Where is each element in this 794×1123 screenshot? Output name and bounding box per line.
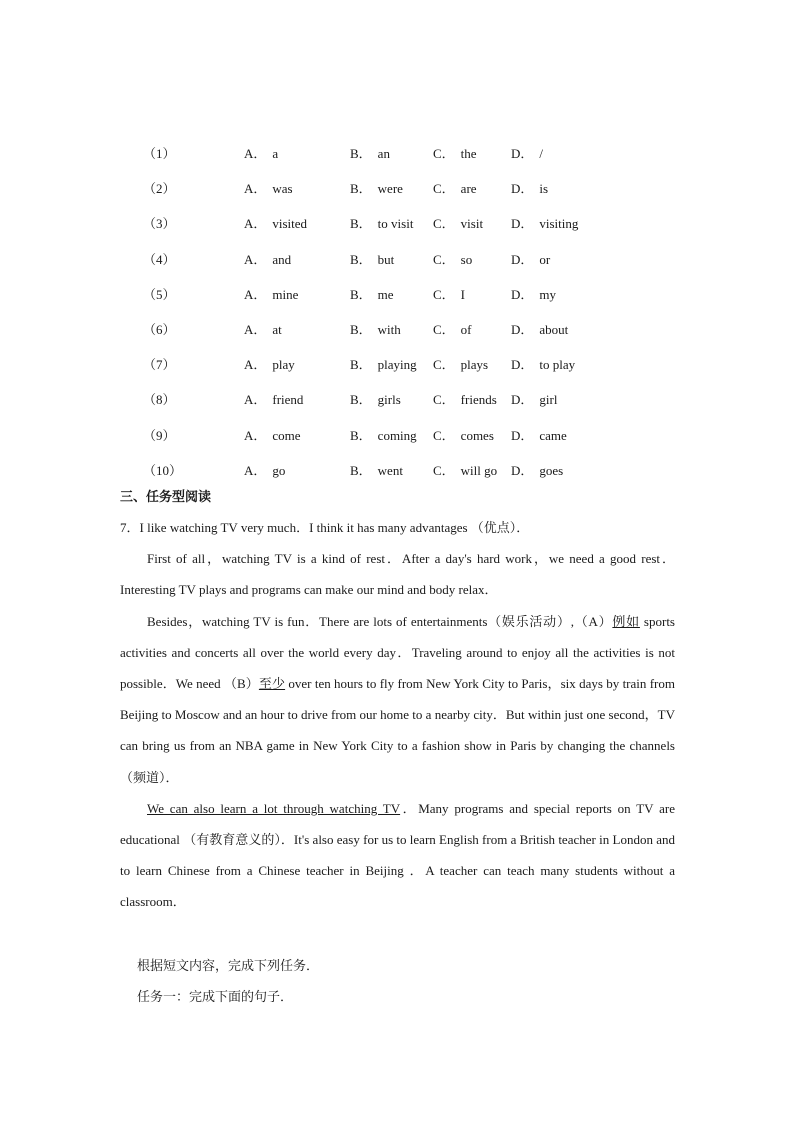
option-label: D．	[511, 392, 534, 408]
question-row	[143, 452, 591, 487]
option-text: visit	[460, 216, 484, 232]
option-label: D．	[511, 181, 534, 197]
option-label: C．	[433, 251, 455, 267]
option-label: A．	[244, 181, 267, 197]
option-text: come	[272, 427, 301, 443]
option-label: D．	[511, 251, 534, 267]
option-text: play	[272, 357, 295, 373]
question-row	[143, 417, 591, 452]
question-number: （7）	[143, 357, 176, 373]
option-label: D．	[511, 357, 534, 373]
option-text: comes	[460, 427, 494, 443]
option-label: B．	[350, 286, 372, 302]
option-b	[350, 170, 433, 205]
option-label: B．	[350, 146, 372, 162]
section-title: 三、任务型阅读	[120, 490, 212, 505]
option-label: B．	[350, 251, 372, 267]
option-c	[433, 346, 511, 381]
blank-b-underlined: 至少	[258, 676, 286, 692]
option-d	[511, 241, 591, 276]
option-d	[511, 381, 591, 416]
option-text: visiting	[539, 216, 579, 232]
option-label: D．	[511, 216, 534, 232]
option-text: friends	[460, 392, 497, 408]
option-label: D．	[511, 462, 534, 478]
option-label: D．	[511, 146, 534, 162]
option-text: visited	[272, 216, 308, 232]
option-text: me	[377, 286, 394, 302]
option-b	[350, 311, 433, 346]
option-text: to visit	[377, 216, 414, 232]
option-label: B．	[350, 427, 372, 443]
option-c	[433, 205, 511, 240]
option-b	[350, 205, 433, 240]
question-row	[143, 276, 591, 311]
option-c	[433, 170, 511, 205]
option-label: B．	[350, 392, 372, 408]
option-d	[511, 135, 591, 170]
option-d	[511, 417, 591, 452]
option-label: D．	[511, 427, 534, 443]
option-a	[244, 452, 350, 487]
option-c	[433, 452, 511, 487]
option-text: was	[272, 181, 293, 197]
option-label: A．	[244, 251, 267, 267]
question-row	[143, 241, 591, 276]
p2-text-1: Besides，watching TV is fun．There are lots of entertainments（娱乐活动）,（A）	[147, 613, 613, 629]
option-text: coming	[377, 427, 417, 443]
option-label: C．	[433, 146, 455, 162]
instruction-line-1: 根据短文内容，完成下列任务．	[137, 959, 320, 974]
question-row	[143, 170, 591, 205]
option-text: friend	[272, 392, 304, 408]
option-b	[350, 452, 433, 487]
option-b	[350, 241, 433, 276]
question-number: （5）	[143, 286, 176, 302]
option-text: /	[539, 146, 544, 162]
option-text: or	[539, 251, 551, 267]
option-d	[511, 205, 591, 240]
p2-text-2: sports activities and concerts all over the world every day．Traveling around to enjoy all the activities is not possible．We need （B）	[120, 613, 675, 692]
option-label: D．	[511, 322, 534, 338]
option-label: B．	[350, 357, 372, 373]
option-d	[511, 170, 591, 205]
option-text: I	[460, 286, 466, 302]
passage-paragraph-3	[120, 793, 675, 918]
p3-text: ．Many programs and special reports on TV are educational （有教育意义的）．It's also easy for us to learn English from a British teacher in London and to learn Chinese from a Chinese teacher in Beijing ．A teacher can teach many students without a classroom．	[120, 800, 675, 910]
option-a	[244, 241, 350, 276]
question-row	[143, 381, 591, 416]
question-number: （3）	[143, 216, 176, 232]
option-a	[244, 381, 350, 416]
option-label: C．	[433, 216, 455, 232]
option-text: were	[377, 181, 403, 197]
option-label: C．	[433, 181, 455, 197]
option-a	[244, 417, 350, 452]
option-c	[433, 241, 511, 276]
option-label: A．	[244, 427, 267, 443]
question-number: （4）	[143, 251, 176, 267]
question-number: （8）	[143, 392, 176, 408]
option-text: went	[377, 462, 403, 478]
option-text: a	[272, 146, 279, 162]
option-text: are	[460, 181, 477, 197]
option-b	[350, 417, 433, 452]
option-text: playing	[377, 357, 417, 373]
option-text: but	[377, 251, 395, 267]
option-text: of	[460, 322, 472, 338]
option-label: B．	[350, 322, 372, 338]
option-text: about	[539, 322, 569, 338]
reading-passage	[120, 512, 675, 918]
p2-text-3: over ten hours to fly from New York City to Paris，six days by train from Beijing to Moscow and an hour to drive from our home to a nearby city．But within just one second，TV can bring us from an NBA game in New York City to a fashion show in Paris by changing the channels （频道）．	[120, 676, 675, 785]
option-c	[433, 276, 511, 311]
option-label: B．	[350, 216, 372, 232]
option-c	[433, 417, 511, 452]
passage-intro: 7．I like watching TV very much．I think it has many advantages （优点）．	[120, 520, 530, 535]
options-table	[143, 135, 591, 487]
option-a	[244, 135, 350, 170]
option-a	[244, 170, 350, 205]
option-a	[244, 311, 350, 346]
option-label: A．	[244, 322, 267, 338]
option-text: girls	[377, 392, 401, 408]
option-text: is	[539, 181, 549, 197]
option-label: C．	[433, 462, 455, 478]
option-label: A．	[244, 286, 267, 302]
question-number: （1）	[143, 146, 176, 162]
question-number: （2）	[143, 181, 176, 197]
option-label: C．	[433, 392, 455, 408]
option-label: C．	[433, 357, 455, 373]
question-row	[143, 205, 591, 240]
option-b	[350, 135, 433, 170]
option-text: goes	[539, 462, 564, 478]
passage-paragraph-2	[120, 606, 675, 793]
option-label: D．	[511, 286, 534, 302]
option-text: go	[272, 462, 286, 478]
option-label: B．	[350, 462, 372, 478]
option-label: B．	[350, 181, 372, 197]
question-number: （6）	[143, 322, 176, 338]
option-label: A．	[244, 392, 267, 408]
option-text: the	[460, 146, 477, 162]
option-text: and	[272, 251, 292, 267]
option-b	[350, 276, 433, 311]
option-text: will go	[460, 462, 498, 478]
option-b	[350, 346, 433, 381]
option-text: with	[377, 322, 401, 338]
option-text: to play	[539, 357, 576, 373]
option-text: at	[272, 322, 282, 338]
option-c	[433, 135, 511, 170]
question-number: （9）	[143, 427, 176, 443]
option-text: plays	[460, 357, 489, 373]
option-label: A．	[244, 216, 267, 232]
option-d	[511, 346, 591, 381]
option-text: an	[377, 146, 390, 162]
question-row	[143, 311, 591, 346]
option-text: mine	[272, 286, 299, 302]
option-d	[511, 276, 591, 311]
instruction-line-2: 任务一：完成下面的句子．	[137, 990, 294, 1005]
option-label: A．	[244, 357, 267, 373]
option-b	[350, 381, 433, 416]
option-a	[244, 205, 350, 240]
question-row	[143, 135, 591, 170]
passage-paragraph-1: First of all，watching TV is a kind of rest．After a day's hard work，we need a good rest．Interesting TV plays and programs can make our mind and body relax．	[120, 551, 675, 598]
option-a	[244, 276, 350, 311]
option-label: C．	[433, 286, 455, 302]
option-label: A．	[244, 146, 267, 162]
option-label: A．	[244, 462, 267, 478]
option-text: girl	[539, 392, 558, 408]
option-label: C．	[433, 322, 455, 338]
option-text: so	[460, 251, 473, 267]
option-text: my	[539, 286, 557, 302]
option-c	[433, 381, 511, 416]
option-label: C．	[433, 427, 455, 443]
option-c	[433, 311, 511, 346]
question-number: （10）	[143, 462, 183, 478]
option-a	[244, 346, 350, 381]
option-text: came	[539, 427, 567, 443]
option-d	[511, 452, 591, 487]
underlined-sentence: We can also learn a lot through watching TV	[147, 800, 401, 816]
blank-a-underlined: 例如	[612, 613, 640, 629]
option-d	[511, 311, 591, 346]
question-row	[143, 346, 591, 381]
